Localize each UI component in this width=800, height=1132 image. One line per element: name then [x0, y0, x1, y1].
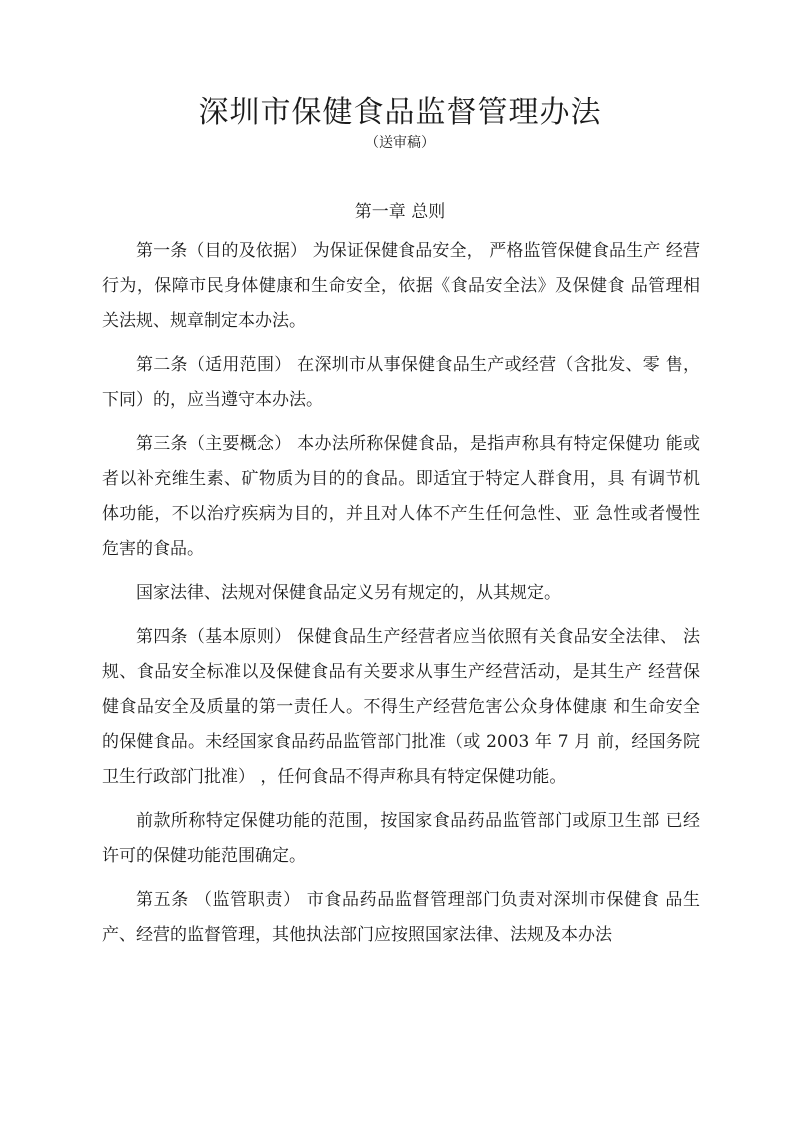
document-title: 深圳市保健食品监督管理办法: [198, 95, 602, 130]
paragraph-article-2: 第二条（适用范围） 在深圳市从事保健食品生产或经营（含批发、零 售，下同）的，应当遵守本办法。: [102, 355, 700, 410]
paragraph-article-4-note: 前款所称特定保健功能的范围，按国家食品药品监管部门或原卫生部 已经许可的保健功能范围确定。: [102, 811, 700, 866]
chapter-heading: 第一章 总则: [354, 202, 446, 222]
document-body: [102, 234, 700, 962]
paragraph-article-4: 第四条（基本原则） 保健食品生产经营者应当依照有关食品安全法律、 法规、食品安全标准以及保健食品有关要求从事生产经营活动，是其生产 经营保健食品安全及质量的第一责任人。不得生产经营危害公众身体健康 和生命安全的保健食品。未经国家食品药品监管部门批准（或 2003 年 7 月 前，经国务院卫生行政部门批准） ，任何食品不得声称具有特定保健功能。: [102, 627, 700, 787]
paragraph-article-1: 第一条（目的及依据） 为保证保健食品安全， 严格监管保健食品生产 经营行为，保障市民身体健康和生命安全，依据《食品安全法》及保健食 品管理相关法规、规章制定本办法。: [102, 241, 700, 331]
paragraph-article-3-note: 国家法律、法规对保健食品定义另有规定的，从其规定。: [136, 583, 561, 603]
document-subtitle: （送审稿）: [365, 135, 435, 151]
paragraph-article-5: 第五条 （监管职责） 市食品药品监督管理部门负责对深圳市保健食 品生产、经营的监督管理，其他执法部门应按照国家法律、法规及本办法: [102, 890, 700, 945]
paragraph-article-3: 第三条（主要概念） 本办法所称保健食品，是指声称具有特定保健功 能或者以补充维生素、矿物质为目的的食品。即适宜于特定人群食用，具 有调节机体功能，不以治疗疾病为目的，并且对人体不产生任何急性、亚 急性或者慢性危害的食品。: [102, 434, 700, 559]
